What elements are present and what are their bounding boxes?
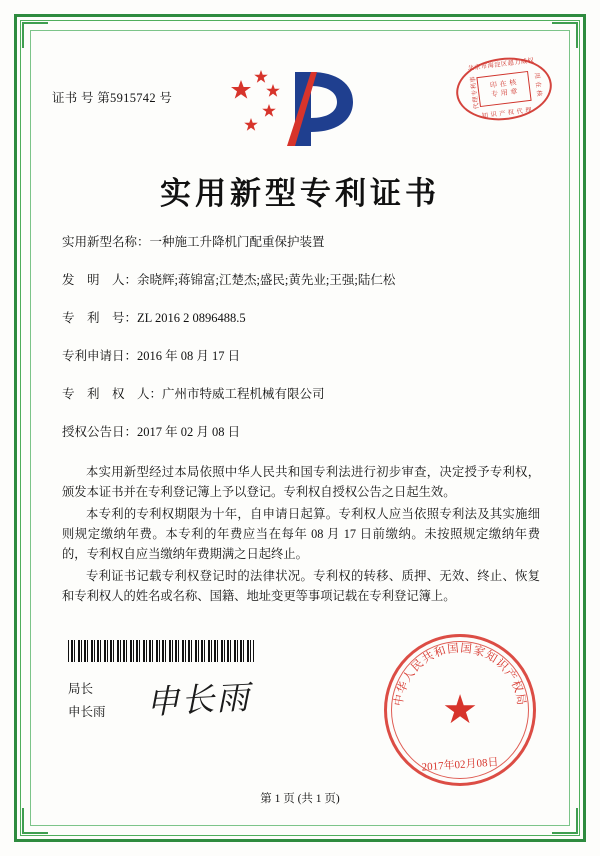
certificate-number: 证书 号 第5915742 号: [52, 91, 173, 105]
approval-stamp-top-text: 北京市海淀区超力威权: [467, 57, 535, 73]
field-label: 发 明 人：: [62, 273, 138, 287]
field-grant-announcement-date: [62, 424, 538, 440]
national-ip-administration-seal: [384, 634, 536, 786]
seal-star-icon: ★: [442, 687, 478, 732]
field-label: 专 利 权 人：: [62, 387, 163, 401]
paragraph: 专利证书记载专利权登记时的法律状况。专利权的转移、质押、无效、终止、恢复和专利权人的姓名或名称、国籍、地址变更等事项记载在专利登记簿上。: [62, 569, 540, 603]
seal-arc-label: 中华人民共和国国家知识产权局: [392, 642, 528, 708]
patent-logo-icon: [225, 66, 375, 152]
field-value: 广州市特威工程机械有限公司: [162, 387, 325, 401]
field-value: 余晓辉;蒋锦富;江楚杰;盛民;黄先业;王强;陆仁松: [137, 273, 396, 287]
approval-stamp-center-text: 印 在 核 专 用 章: [489, 78, 519, 99]
field-label: 专利申请日：: [62, 349, 138, 363]
field-label: 专 利 号：: [62, 311, 138, 325]
approval-stamp: [453, 52, 556, 125]
field-label: 实用新型名称：: [62, 235, 150, 249]
field-value: ZL 2016 2 0896488.5: [137, 311, 246, 325]
paragraph: 本专利的专利权期限为十年，自申请日起算。专利权人应当依照专利法及其实施细则规定缴纳年费。本专利的年费应当在每年 08 月 17 日前缴纳。未按照规定缴纳年费的，专利权自应当缴纳年费期满之日起终止。: [62, 507, 540, 561]
field-inventors: [62, 272, 538, 288]
field-patent-number: [62, 310, 538, 326]
director-name: 申长雨: [68, 705, 106, 719]
field-value: 2017 年 02 月 08 日: [137, 425, 241, 439]
field-utility-model-name: [62, 234, 538, 250]
approval-stamp-left-text: 代理专利事: [469, 75, 481, 110]
seal-date: 2017年02月08日: [421, 756, 499, 774]
handwritten-signature: 申长雨: [145, 680, 253, 722]
page-footer: 第 1 页 (共 1 页): [260, 793, 340, 805]
field-list: [62, 234, 538, 462]
paragraph: 本实用新型经过本局依照中华人民共和国专利法进行初步审查，决定授予专利权，颁发本证书并在专利登记簿上予以登记。专利权自授权公告之日起生效。: [62, 465, 540, 499]
director-label: 局长: [68, 682, 94, 696]
certificate-content: [40, 42, 560, 816]
field-value: 一种施工升降机门配重保护装置: [149, 235, 325, 249]
certificate-barcode: [68, 640, 254, 662]
patent-logo: [225, 66, 375, 152]
director-signature-block: [68, 678, 106, 724]
field-value: 2016 年 08 月 17 日: [137, 349, 241, 363]
approval-stamp-right-text: 用 在 核: [532, 72, 543, 98]
body-paragraphs: [62, 462, 540, 608]
field-application-date: [62, 348, 538, 364]
page-title: 实用新型专利证书: [160, 176, 440, 211]
approval-stamp-bottom-text: 知 识 产 权 代 理: [481, 106, 533, 120]
field-label: 授权公告日：: [62, 425, 138, 439]
field-patentee: [62, 386, 538, 402]
